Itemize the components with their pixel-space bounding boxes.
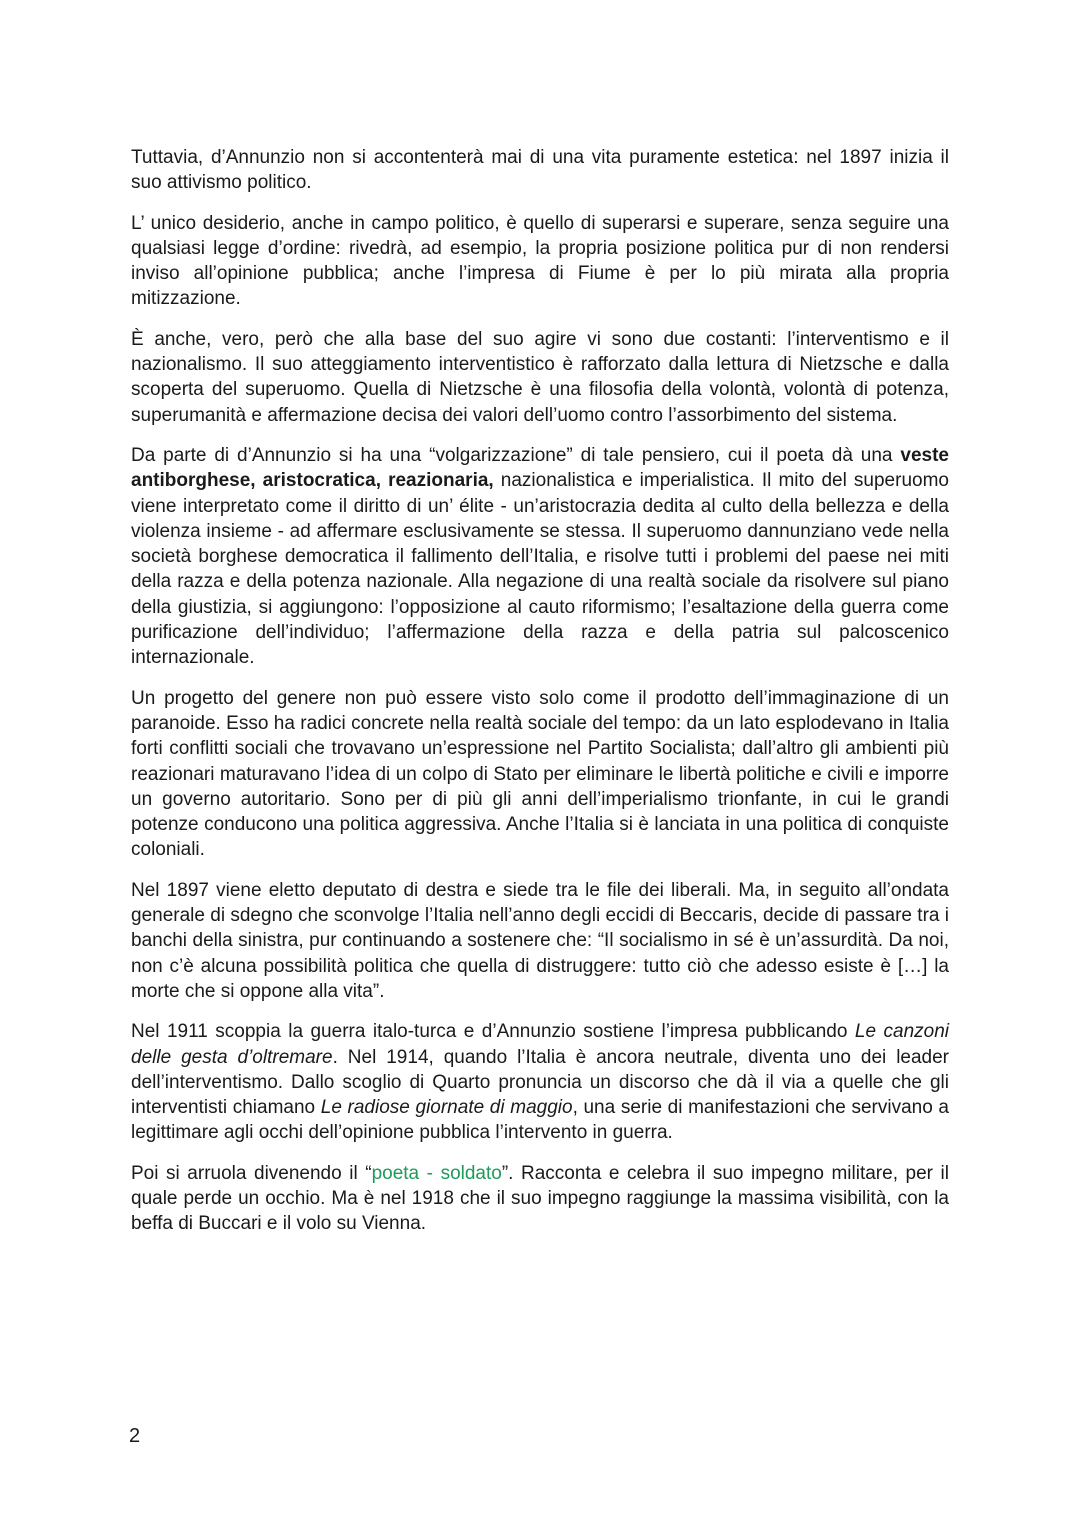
page-number: 2 xyxy=(129,1425,141,1447)
highlighted-phrase: poeta - soldato xyxy=(371,1162,502,1184)
paragraph-historical-context xyxy=(131,686,949,863)
paragraph-text: . Nel 1914, quando l’Italia è ancora neutrale, diventa uno dei leader dell’interventismo. Dallo scoglio di Quarto pronuncia un discorso che dà il via a quelle che gli interventisti chiamano xyxy=(131,1046,950,1119)
document-body xyxy=(131,145,949,1252)
paragraph-poet-soldier xyxy=(131,1161,949,1237)
paragraph-text: Tuttavia, d’Annunzio non si accontenterà mai di una vita puramente estetica: nel 1897 inizia il suo attivismo politico. xyxy=(131,147,949,194)
paragraph-text: Da parte di d’Annunzio si ha una “volgarizzazione” di tale pensiero, cui il poeta dà una xyxy=(131,444,901,466)
paragraph-superman xyxy=(131,443,949,671)
paragraph-political-activism xyxy=(131,145,949,196)
paragraph-text: Nel 1911 scoppia la guerra italo-turca e d’Annunzio sostiene l’impresa pubblicando xyxy=(131,1021,855,1043)
paragraph-single-desire xyxy=(131,211,949,312)
paragraph-text: nazionalistica e imperialistica. Il mito del superuomo viene interpretato come il diritto di un’ élite - un’aristocrazia dedita al culto della bellezza e della violenza insieme - ad affermare esclusivamente se stessa. Il superuomo dannunziano vede nella società borghese democratica il fallimento dell’Italia, e risolve tutti i problemi del paese nei miti della razza e della potenza nazionale. Alla negazione di una realtà sociale da risolvere sul piano della giustizia, si aggiungono: l’opposizione al cauto riformismo; l’esaltazione della guerra come purificazione dell’individuo; l’affermazione della razza e della patria sul palcoscenico internazionale. xyxy=(131,470,949,669)
paragraph-text: Poi si arruola divenendo il “ xyxy=(131,1162,372,1184)
italic-title: Le canzoni delle gesta d’oltremare xyxy=(131,1021,950,1068)
paragraph-text: L’ unico desiderio, anche in campo politico, è quello di superarsi e superare, senza seguire una qualsiasi legge d’ordine: rivedrà, ad esempio, la propria posizione politica pur di non rendersi inviso all’opinione pubblica; anche l’impresa di Fiume è per lo più mirata alla propria mitizzazione. xyxy=(131,212,949,310)
bold-phrase: veste antiborghese, aristocratica, reazionaria, xyxy=(131,444,949,492)
paragraph-text: , una serie di manifestazioni che servivano a legittimare agli occhi dell’opinione pubblica l’intervento in guerra. xyxy=(131,1097,949,1144)
paragraph-text: Un progetto del genere non può essere visto solo come il prodotto dell’immaginazione di un paranoide. Esso ha radici concrete nella realtà sociale del tempo: da un lato esplodevano in Italia forti conflitti sociali che trovavano un’espressione nel Partito Socialista; dall’altro gli ambienti più reazionari maturavano l’idea di un colpo di Stato per eliminare le libertà politiche e civili e imporre un governo autoritario. Sono per di più gli anni dell’imperialismo trionfante, in cui le grandi potenze conducono una politica aggressiva. Anche l’Italia si è lanciata in una politica di conquiste coloniali. xyxy=(131,687,949,861)
paragraph-deputy-1897 xyxy=(131,878,949,1004)
paragraph-text: ”. Racconta e celebra il suo impegno militare, per il quale perde un occhio. Ma è nel 1918 che il suo impegno raggiunge la massima visibilità, con la beffa di Buccari e il volo su Vienna. xyxy=(131,1162,949,1235)
paragraph-text: È anche, vero, però che alla base del suo agire vi sono due costanti: l’interventismo e il nazionalismo. Il suo atteggiamento interventistico è rafforzato dalla lettura di Nietzsche e dalla scoperta del superuomo. Quella di Nietzsche è una filosofia della volontà, volontà di potenza, superumanità e affermazione decisa dei valori dell’uomo contro l’assorbimento del sistema. xyxy=(131,328,949,426)
paragraph-text: Nel 1897 viene eletto deputato di destra e siede tra le file dei liberali. Ma, in seguito all’ondata generale di sdegno che sconvolge l’Italia nell’anno degli eccidi di Beccaris, decide di passare tra i banchi della sinistra, pur continuando a sostenere che: “Il socialismo in sé è un’assurdità. Da noi, non c’è alcuna possibilità politica che quella di distruggere: tutto ciò che adesso esiste è […] la morte che si oppone alla vita”. xyxy=(131,879,949,1002)
italic-title: Le radiose giornate di maggio xyxy=(320,1097,573,1119)
paragraph-war-1911 xyxy=(131,1019,949,1145)
paragraph-interventism-nationalism xyxy=(131,327,949,428)
